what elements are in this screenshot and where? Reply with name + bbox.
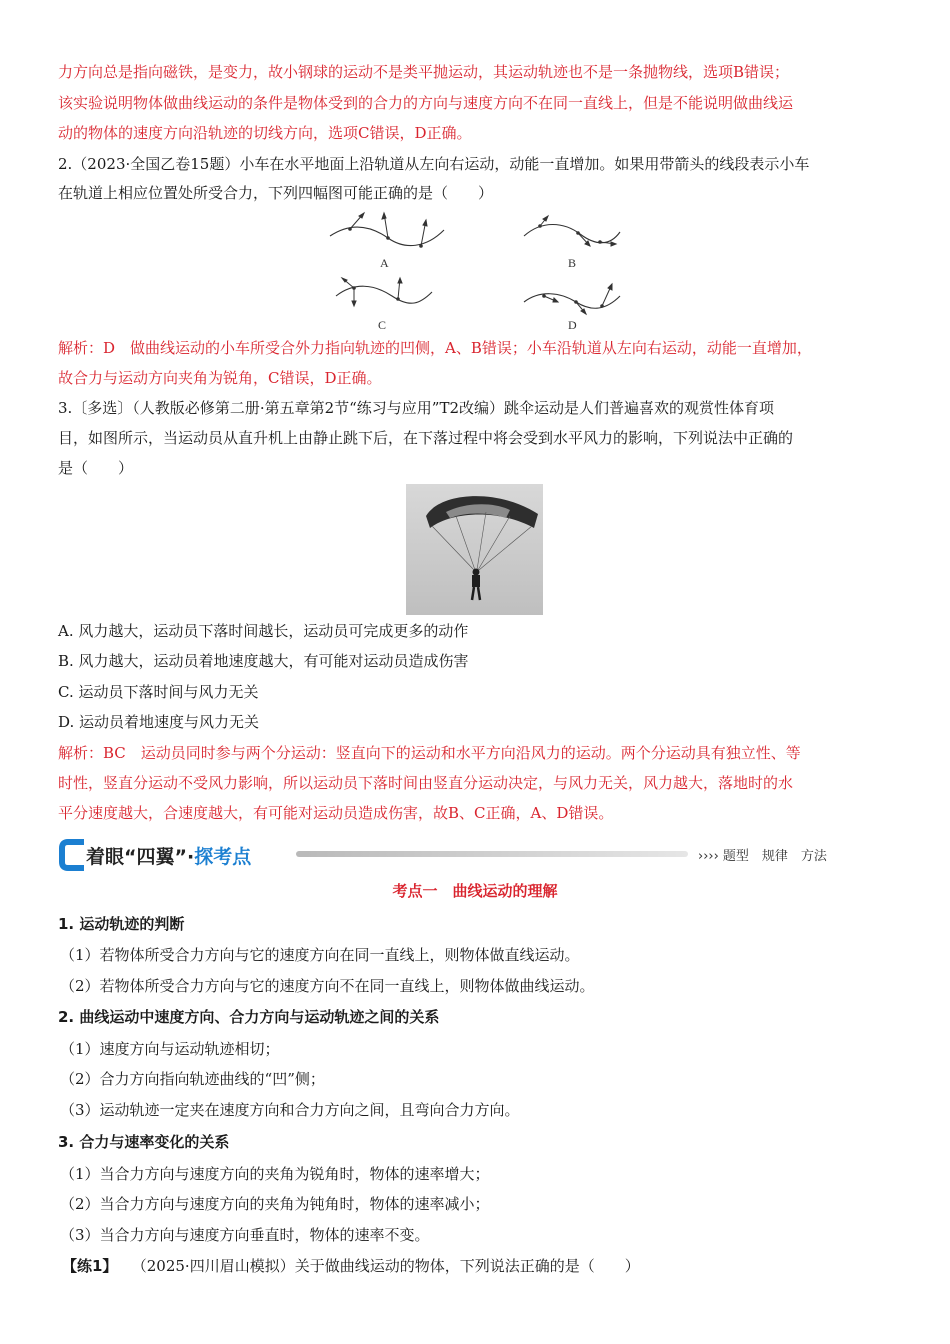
heading-3-item: （2）当合力方向与速度方向的夹角为钝角时，物体的速率减小；: [60, 1195, 490, 1213]
trajectory-figure-a: [326, 208, 448, 258]
heading-1-item: （1）若物体所受合力方向与它的速度方向在同一直线上，则物体做直线运动。: [60, 946, 580, 964]
banner-title-main: 着眼“四翼”·: [86, 846, 195, 868]
trajectory-figure-c: [332, 272, 436, 316]
figure-label-d: D: [568, 318, 577, 332]
analysis-continued-line: 力方向总是指向磁铁，是变力，故小钢球的运动不是类平抛运动，其运动轨迹也不是一条抛物线，选项B错误；: [58, 63, 790, 81]
section-title: 考点一 曲线运动的理解: [392, 882, 558, 900]
trajectory-figure-d: [520, 280, 624, 320]
question-2-analysis: 故合力与运动方向夹角为锐角，C错误，D正确。: [58, 369, 382, 387]
banner-title-accent: 探考点: [194, 846, 252, 868]
analysis-continued-line: 动的物体的速度方向沿轨迹的切线方向，选项C错误，D正确。: [58, 124, 472, 142]
question-2-analysis: 解析：D 做曲线运动的小车所受合外力指向轨迹的凹侧，A、B错误；小车沿轨道从左向右运动，动能一直增加，: [58, 339, 812, 357]
practice-text: （2025·四川眉山模拟）关于做曲线运动的物体，下列说法正确的是（ ）: [131, 1257, 640, 1275]
question-3-analysis: 解析：BC 运动员同时参与两个分运动：竖直向下的运动和水平方向沿风力的运动。两个分运动具有独立性、等: [58, 744, 801, 762]
heading-3: 3. 合力与速率变化的关系: [58, 1133, 230, 1151]
heading-3-item: （3）当合力方向与速度方向垂直时，物体的速率不变。: [60, 1226, 430, 1244]
question-3-analysis: 时性，竖直分运动不受风力影响，所以运动员下落时间由竖直分运动决定，与风力无关，风力越大，落地时的水: [58, 774, 794, 792]
banner-title: [86, 842, 251, 869]
option-c: C. 运动员下落时间与风力无关: [58, 683, 259, 701]
practice-tag: 【练1】: [62, 1257, 118, 1275]
parachute-photo: [406, 484, 543, 615]
option-b: B. 风力越大，运动员着地速度越大，有可能对运动员造成伤害: [58, 652, 469, 670]
question-3-stem: 目，如图所示，当运动员从直升机上由静止跳下后，在下落过程中将会受到水平风力的影响，下列说法中正确的: [58, 429, 794, 447]
heading-2: 2. 曲线运动中速度方向、合力方向与运动轨迹之间的关系: [58, 1008, 440, 1026]
banner-divider: [296, 851, 688, 857]
heading-1: 1. 运动轨迹的判断: [58, 915, 185, 933]
question-3-stem: 3.〔多选〕（人教版必修第二册·第五章第2节“练习与应用”T2改编）跳伞运动是人们普遍喜欢的观赏性体育项: [58, 399, 775, 417]
trajectory-figure-b: [520, 214, 624, 254]
figure-label-a: A: [380, 256, 389, 270]
figure-label-b: B: [568, 256, 577, 270]
option-d: D. 运动员着地速度与风力无关: [58, 713, 260, 731]
parachute-illustration: [406, 484, 543, 615]
question-3-analysis: 平分速度越大，合速度越大，有可能对运动员造成伤害，故B、C正确，A、D错误。: [58, 804, 614, 822]
banner-tail: ›››› 题型 规律 方法: [698, 849, 827, 864]
question-3-stem: 是（ ）: [58, 459, 134, 477]
heading-2-item: （2）合力方向指向轨迹曲线的“凹”侧；: [60, 1070, 325, 1088]
question-2-stem: 2.（2023·全国乙卷15题）小车在水平地面上沿轨道从左向右运动，动能一直增加。如果用带箭头的线段表示小车: [58, 155, 810, 173]
heading-2-item: （1）速度方向与运动轨迹相切；: [60, 1040, 280, 1058]
section-banner: [58, 838, 858, 872]
question-2-stem: 在轨道上相应位置处所受合力，下列四幅图可能正确的是（ ）: [58, 184, 494, 202]
heading-2-item: （3）运动轨迹一定夹在速度方向和合力方向之间，且弯向合力方向。: [60, 1101, 520, 1119]
figure-label-c: C: [378, 318, 387, 332]
practice-1: [62, 1256, 640, 1276]
analysis-continued-line: 该实验说明物体做曲线运动的条件是物体受到的合力的方向与速度方向不在同一直线上，但是不能说明做曲线运: [58, 94, 794, 112]
heading-3-item: （1）当合力方向与速度方向的夹角为锐角时，物体的速率增大；: [60, 1165, 490, 1183]
option-a: A. 风力越大，运动员下落时间越长，运动员可完成更多的动作: [58, 622, 469, 640]
banner-bracket-icon: [58, 838, 86, 872]
heading-1-item: （2）若物体所受合力方向与它的速度方向不在同一直线上，则物体做曲线运动。: [60, 977, 595, 995]
